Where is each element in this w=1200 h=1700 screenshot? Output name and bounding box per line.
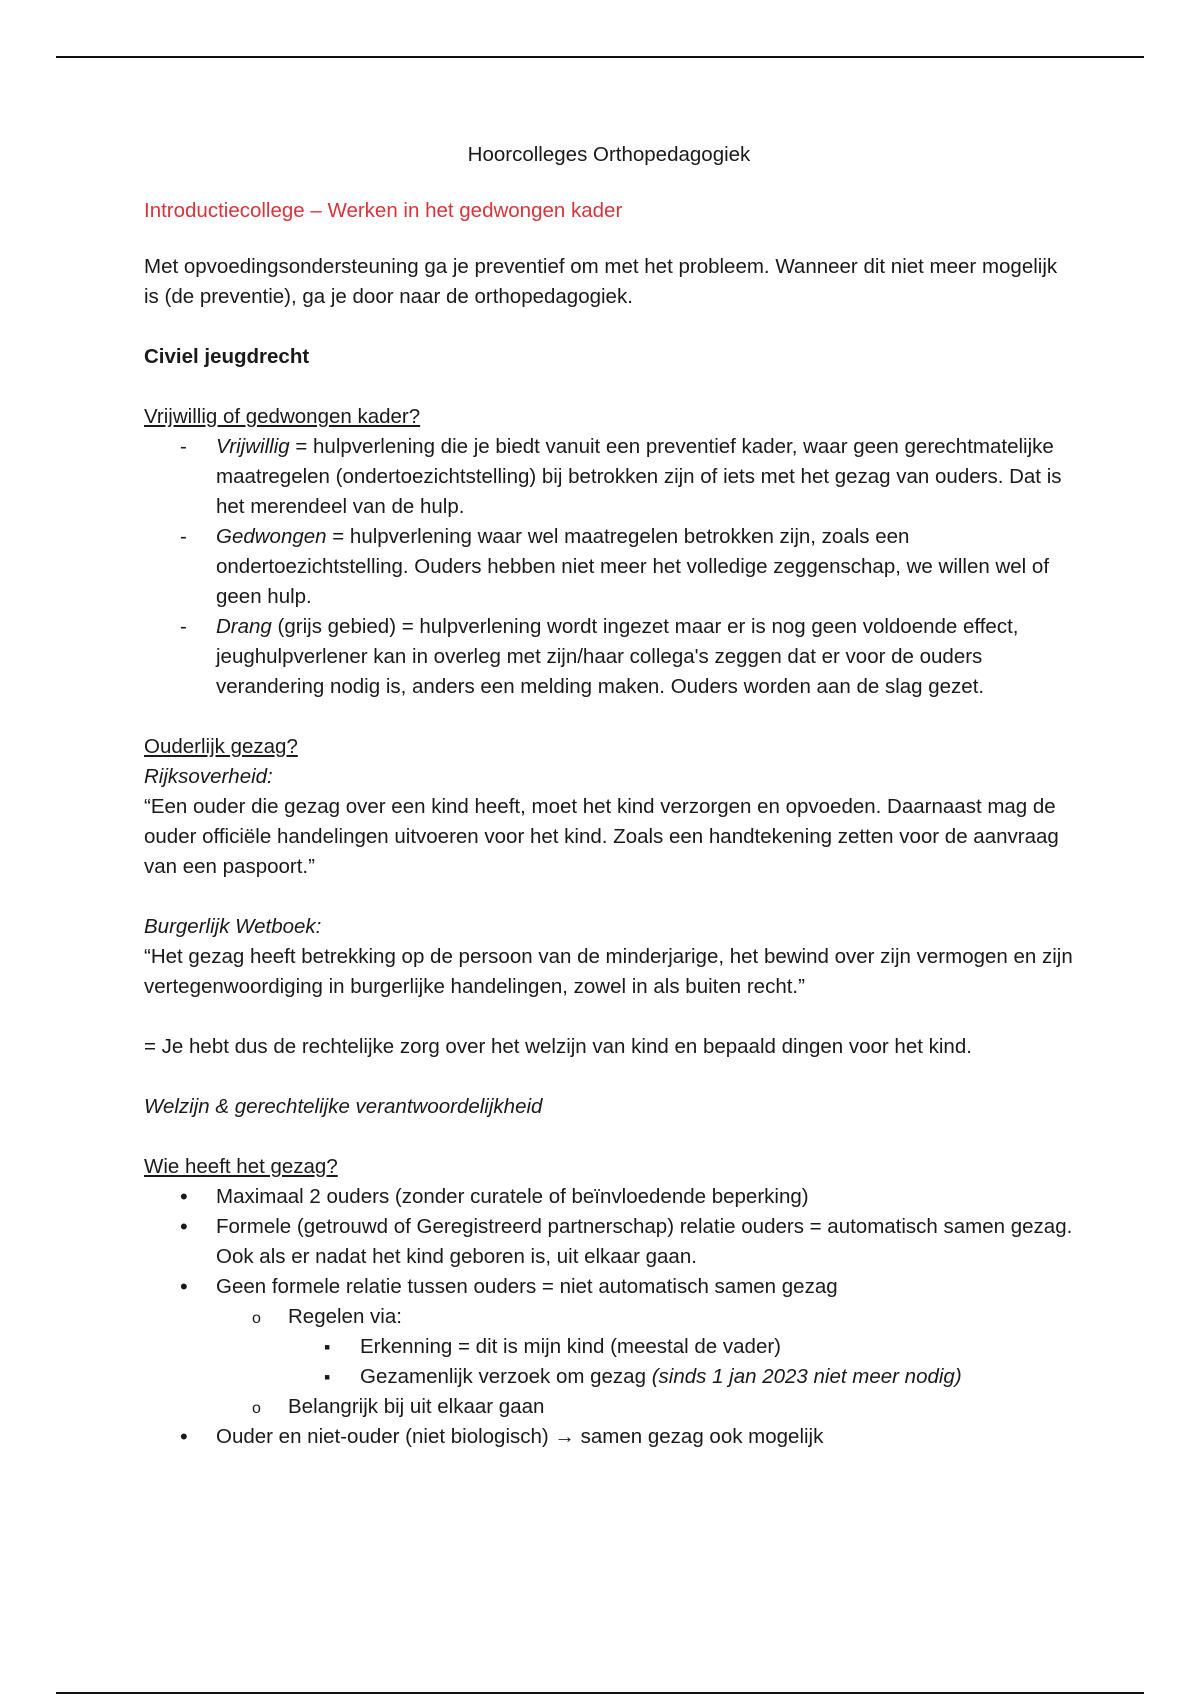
list-item bbox=[144, 432, 1074, 522]
item-text: Geen formele relatie tussen ouders = niet automatisch samen gezag bbox=[216, 1275, 838, 1298]
summary-paragraph: = Je hebt dus de rechtelijke zorg over het welzijn van kind en bepaald dingen voor het kind. bbox=[144, 1035, 972, 1058]
sub-list-item bbox=[216, 1392, 1074, 1422]
dash-marker bbox=[180, 432, 200, 462]
intro-paragraph: Met opvoedingsondersteuning ga je preventief om met het probleem. Wanneer dit niet meer mogelijk is (de preventie), ga je door naar de orthopedagogiek. bbox=[144, 255, 1058, 308]
item-text: Belangrijk bij uit elkaar gaan bbox=[288, 1395, 545, 1418]
heading-kader: Vrijwillig of gedwongen kader? bbox=[144, 405, 421, 428]
sub-sub-list-item bbox=[288, 1362, 1074, 1392]
sub-sub-list bbox=[288, 1332, 1074, 1392]
item-text: Erkenning = dit is mijn kind (meestal de vader) bbox=[360, 1335, 782, 1358]
item-text: Regelen via: bbox=[288, 1305, 402, 1328]
bullet-marker bbox=[180, 1272, 200, 1303]
heading-ouderlijk-gezag: Ouderlijk gezag? bbox=[144, 735, 298, 758]
item-note: (sinds 1 jan 2023 niet meer nodig) bbox=[651, 1365, 962, 1388]
quote-burgerlijk-wetboek: “Het gezag heeft betrekking op de persoon van de minderjarige, het bewind over zijn vermogen en zijn vertegenwoordiging in burgerlijke handelingen, zowel in als buiten recht.” bbox=[144, 945, 1073, 998]
circle-marker bbox=[252, 1392, 272, 1424]
term: Vrijwillig bbox=[216, 435, 290, 458]
source-burgerlijk-wetboek: Burgerlijk Wetboek: bbox=[144, 915, 322, 938]
page-bottom-rule bbox=[56, 1692, 1144, 1694]
welzijn-line: Welzijn & gerechtelijke verantwoordelijkheid bbox=[144, 1095, 543, 1118]
sub-sub-list-item bbox=[288, 1332, 1074, 1362]
heading-wie-heeft-gezag: Wie heeft het gezag? bbox=[144, 1155, 338, 1178]
list-item bbox=[144, 1182, 1074, 1212]
document-title: Hoorcolleges Orthopedagogiek bbox=[467, 143, 751, 166]
square-marker bbox=[324, 1362, 344, 1392]
item-text: Maximaal 2 ouders (zonder curatele of beïnvloedende beperking) bbox=[216, 1185, 809, 1208]
source-rijksoverheid: Rijksoverheid: bbox=[144, 765, 273, 788]
list-item bbox=[144, 1422, 1074, 1452]
page-top-rule bbox=[56, 56, 1144, 58]
definition: (grijs gebied) = hulpverlening wordt ingezet maar er is nog geen voldoende effect, jeughulpverlener kan in overleg met zijn/haar collega's zeggen dat er voor de ouders verandering nodig is, anders een melding maken. Ouders worden aan de slag gezet. bbox=[216, 615, 1019, 698]
dash-marker bbox=[180, 612, 200, 642]
quote-rijksoverheid: “Een ouder die gezag over een kind heeft, moet het kind verzorgen en opvoeden. Daarnaast mag de ouder officiële handelingen uitvoeren voor het kind. Zoals een handtekening zetten voor de aanvraag van een paspoort.” bbox=[144, 795, 1059, 878]
list-item bbox=[144, 1212, 1074, 1272]
definition: = hulpverlening waar wel maatregelen betrokken zijn, zoals een ondertoezichtstelling. Ouders hebben niet meer het volledige zeggenschap, we willen wel of geen hulp. bbox=[216, 525, 1050, 608]
sub-list-item bbox=[216, 1302, 1074, 1392]
sub-list bbox=[216, 1302, 1074, 1422]
definition: = hulpverlening die je biedt vanuit een preventief kader, waar geen gerechtmatelijke maatregelen (ondertoezichtstelling) bij betrokken zijn of iets met het gezag van ouders. Dat is het merendeel van de hulp. bbox=[216, 435, 1062, 518]
item-text: Formele (getrouwd of Geregistreerd partnerschap) relatie ouders = automatisch samen gezag. Ook als er nadat het kind geboren is, uit elkaar gaan. bbox=[216, 1215, 1073, 1268]
list-item bbox=[144, 612, 1074, 702]
bullet-marker bbox=[180, 1422, 200, 1453]
list-item bbox=[144, 522, 1074, 612]
item-text: Gezamenlijk verzoek om gezag bbox=[360, 1365, 652, 1388]
item-text: Ouder en niet-ouder (niet biologisch) → samen gezag ook mogelijk bbox=[216, 1425, 824, 1448]
heading-civiel-jeugdrecht: Civiel jeugdrecht bbox=[144, 345, 310, 368]
section-title: Introductiecollege – Werken in het gedwongen kader bbox=[144, 199, 623, 222]
document-body bbox=[144, 140, 1074, 1482]
circle-marker bbox=[252, 1302, 272, 1334]
list-item bbox=[144, 1272, 1074, 1422]
wie-list bbox=[144, 1182, 1074, 1452]
square-marker bbox=[324, 1332, 344, 1362]
kader-list bbox=[144, 432, 1074, 702]
dash-marker bbox=[180, 522, 200, 552]
bullet-marker bbox=[180, 1212, 200, 1243]
bullet-marker bbox=[180, 1182, 200, 1213]
term: Drang bbox=[216, 615, 272, 638]
term: Gedwongen bbox=[216, 525, 327, 548]
